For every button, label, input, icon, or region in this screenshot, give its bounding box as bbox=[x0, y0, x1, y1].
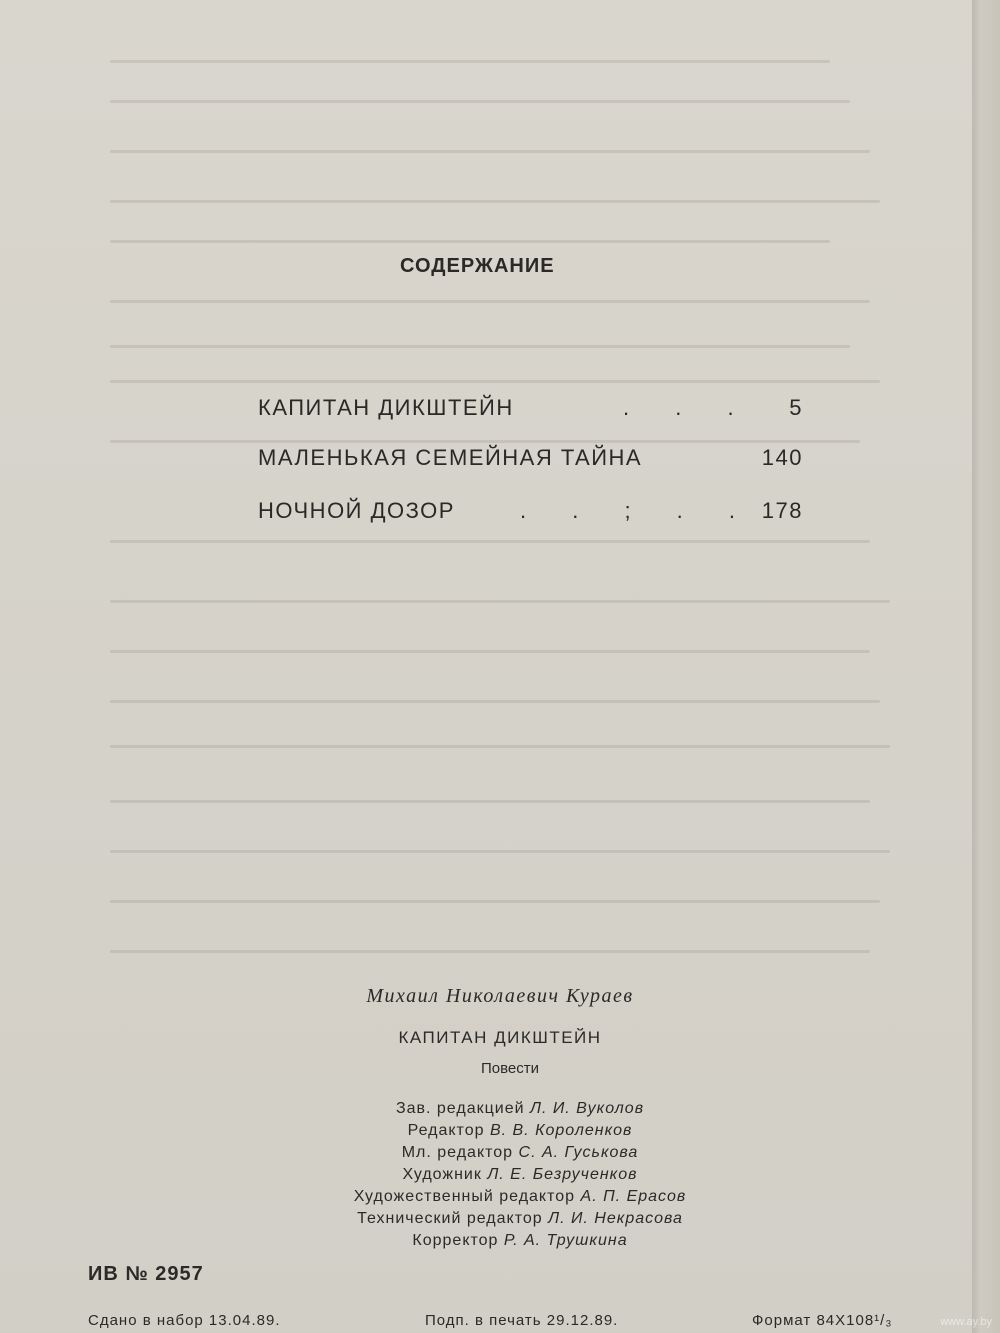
iv-number: ИВ № 2957 bbox=[88, 1263, 204, 1285]
credit-role: Художник bbox=[402, 1166, 482, 1183]
credit-name: Л. И. Вуколов bbox=[529, 1100, 645, 1117]
credit-line bbox=[0, 1208, 972, 1230]
sent-to-typeset: Сдано в набор 13.04.89. bbox=[88, 1312, 281, 1329]
toc-entry-title: НОЧНОЙ ДОЗОР bbox=[258, 498, 455, 523]
toc-entry-page: 5 bbox=[789, 395, 803, 420]
credit-line bbox=[0, 1142, 972, 1164]
toc-entry-page: 178 bbox=[761, 498, 803, 523]
credit-line bbox=[0, 1098, 972, 1120]
toc-entry-leader: . . . bbox=[623, 395, 754, 420]
credit-role: Художественный редактор bbox=[353, 1188, 576, 1205]
credit-name: А. П. Ерасов bbox=[580, 1188, 687, 1205]
watermark: www.ay.by bbox=[940, 1316, 992, 1328]
credit-name: С. А. Гуськова bbox=[518, 1144, 639, 1161]
toc-entry bbox=[258, 498, 803, 538]
toc-entry-page: 140 bbox=[761, 445, 803, 470]
credit-name: Л. Е. Безрученков bbox=[487, 1166, 638, 1183]
credit-role: Корректор bbox=[412, 1232, 499, 1249]
credits-block bbox=[0, 1098, 972, 1252]
toc-entry bbox=[258, 395, 803, 435]
format-info: Формат 84Х108¹/₃ bbox=[752, 1312, 893, 1329]
page-edge bbox=[972, 0, 1000, 1333]
credit-line bbox=[0, 1186, 972, 1208]
credit-role: Технический редактор bbox=[357, 1210, 543, 1227]
credit-line bbox=[0, 1230, 972, 1252]
credit-line bbox=[0, 1120, 972, 1142]
book-title: КАПИТАН ДИКШТЕЙН bbox=[398, 1028, 602, 1047]
credit-name: В. В. Короленков bbox=[489, 1122, 633, 1139]
genre-label: Повести bbox=[480, 1060, 539, 1077]
toc-entry-leader: . . ; . . bbox=[520, 498, 756, 523]
signed-to-print: Подп. в печать 29.12.89. bbox=[425, 1312, 619, 1329]
credit-role: Мл. редактор bbox=[401, 1144, 514, 1161]
credit-role: Редактор bbox=[407, 1122, 485, 1139]
toc-entry-title: МАЛЕНЬКАЯ СЕМЕЙНАЯ ТАЙНА bbox=[258, 445, 643, 470]
credit-line bbox=[0, 1164, 972, 1186]
credit-name: Л. И. Некрасова bbox=[548, 1210, 683, 1227]
author-name: Михаил Николаевич Кураев bbox=[366, 985, 634, 1007]
toc-heading: СОДЕРЖАНИЕ bbox=[400, 255, 555, 277]
toc-entry-title: КАПИТАН ДИКШТЕЙН bbox=[258, 395, 514, 420]
credit-name: Р. А. Трушкина bbox=[503, 1232, 628, 1249]
toc-entry bbox=[258, 445, 803, 485]
credit-role: Зав. редакцией bbox=[395, 1100, 525, 1117]
